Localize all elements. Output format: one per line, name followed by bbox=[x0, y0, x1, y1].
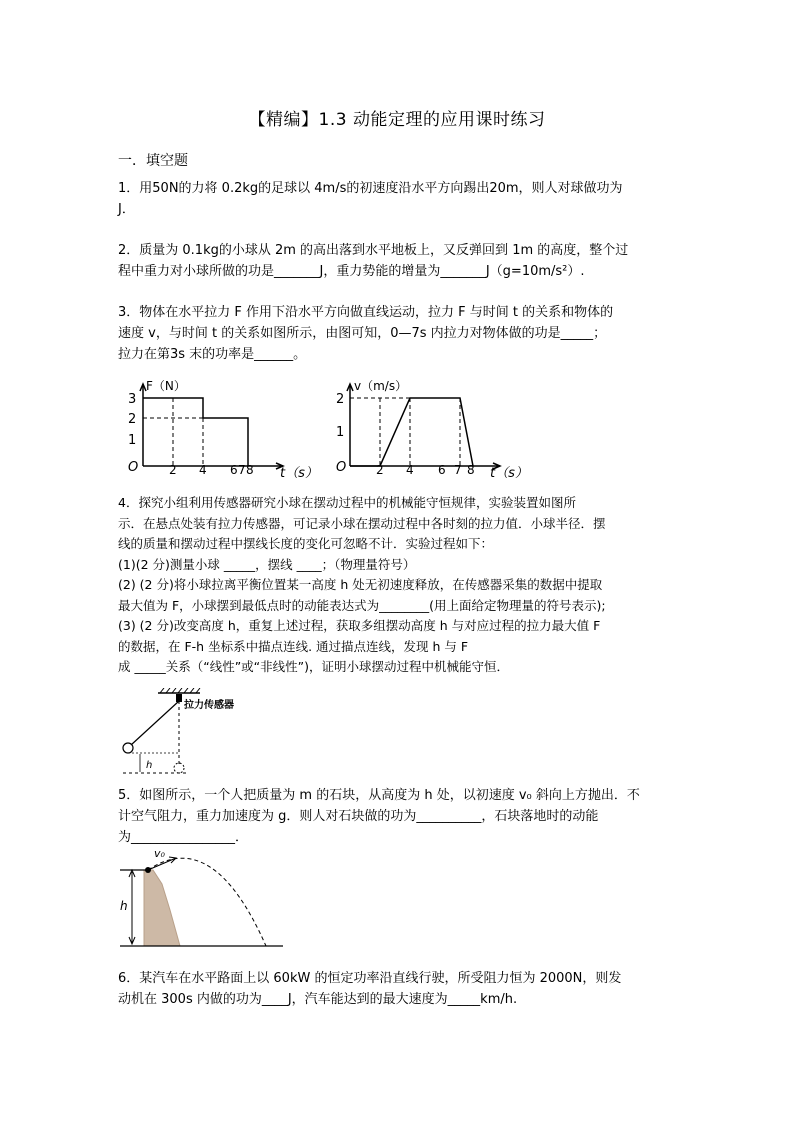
question-line: 计空气阻力，重力加速度为 g．则人对石块做的功为__________，石块落地时的动能 bbox=[118, 809, 599, 824]
question-line: 速度 v，与时间 t 的关系如图所示，由图可知，0—7s 内拉力对物体做的功是_____； bbox=[118, 326, 607, 341]
question-line: 程中重力对小球所做的功是_______J，重力势能的增量为_______J（g=10m/s²）. bbox=[118, 264, 585, 279]
question-line: 1．用50N的力将 0.2kg的足球以 4m/s的初速度沿水平方向踢出20m，则人对球做功为 bbox=[118, 181, 623, 196]
cliff bbox=[144, 870, 180, 946]
h-label: h bbox=[146, 760, 153, 771]
question-line: J． bbox=[118, 202, 135, 217]
question-2 bbox=[118, 240, 678, 282]
y-tick-label: 3 bbox=[128, 392, 137, 407]
question-line: 示．在悬点处装有拉力传感器，可记录小球在摆动过程中各时刻的拉力值．小球半径．摆 bbox=[118, 515, 606, 531]
velocity-curve bbox=[350, 398, 473, 466]
question-line: 为________________． bbox=[118, 830, 249, 845]
pendulum-string bbox=[131, 701, 179, 745]
question-1 bbox=[118, 178, 678, 220]
y-tick-label: 1 bbox=[128, 433, 137, 448]
question-line: 动机在 300s 内做的功为____J，汽车能达到的最大速度为_____km/h. bbox=[118, 992, 518, 1007]
x-tick-label: 7 bbox=[454, 463, 462, 477]
x-tick-label: 7 bbox=[238, 463, 246, 477]
x-tick-label: 4 bbox=[406, 463, 414, 477]
page-title: 【精编】1.3 动能定理的应用课时练习 bbox=[248, 110, 546, 130]
x-axis-label: t（s） bbox=[280, 466, 318, 478]
question-6 bbox=[118, 968, 698, 1010]
velocity-time-graph bbox=[330, 378, 535, 478]
question-line: 线的质量和摆动过程中摆线长度的变化可忽略不计．实验过程如下： bbox=[118, 536, 494, 551]
sensor-block bbox=[176, 694, 182, 702]
question-line: 最大值为 F，小球摆到最低点时的动能表达式为________(用上面给定物理量的符号表示); bbox=[118, 597, 606, 613]
pendulum-diagram bbox=[118, 688, 258, 778]
y-tick-label: 2 bbox=[336, 392, 345, 407]
question-line: 2．质量为 0.1kg的小球从 2m 的高出落到水平地板上，又反弹回到 1m 的高度，整个过 bbox=[118, 243, 629, 258]
question-4 bbox=[118, 493, 698, 678]
question-line: (1)(2 分)测量小球 _____，摆线 ____；（物理量符号） bbox=[118, 556, 416, 572]
question-line: 3．物体在水平拉力 F 作用下沿水平方向做直线运动，拉力 F 与时间 t 的关系和物体的 bbox=[118, 305, 614, 320]
question-line: 拉力在第3s 末的功率是______。 bbox=[118, 347, 307, 362]
pendulum-ball bbox=[123, 743, 133, 753]
question-line: 5．如图所示，一个人把质量为 m 的石块，从高度为 h 处，以初速度 v₀ 斜向上方抛出．不 bbox=[118, 788, 640, 803]
y-tick-label: 1 bbox=[336, 425, 345, 440]
y-axis-label: v（m/s） bbox=[354, 379, 408, 393]
x-axis-label: t（s） bbox=[490, 466, 528, 478]
section-heading: 一．填空题 bbox=[118, 153, 188, 169]
y-axis-label: F（N） bbox=[146, 379, 186, 393]
question-3 bbox=[118, 302, 678, 365]
force-curve bbox=[143, 398, 248, 466]
x-tick-label: 8 bbox=[246, 463, 254, 477]
x-tick-label: 6 bbox=[230, 463, 238, 477]
force-time-graph bbox=[118, 378, 328, 478]
question-5 bbox=[118, 785, 698, 848]
h-label: h bbox=[120, 899, 128, 913]
x-tick-label: 2 bbox=[376, 463, 384, 477]
sensor-label: 拉力传感器 bbox=[184, 700, 234, 711]
lowest-ball-outline bbox=[174, 763, 184, 773]
question-line: (3) (2 分)改变高度 h，重复上述过程，获取多组摆动高度 h 与对应过程的拉力最大值 F bbox=[118, 618, 601, 633]
v0-label: v₀ bbox=[154, 848, 165, 860]
x-tick-label: 8 bbox=[467, 463, 475, 477]
projectile-diagram bbox=[118, 848, 288, 950]
question-line: 4．探究小组利用传感器研究小球在摆动过程中的机械能守恒规律，实验装置如图所 bbox=[118, 495, 576, 510]
x-tick-label: 6 bbox=[438, 463, 446, 477]
question-line: 6．某汽车在水平路面上以 60kW 的恒定功率沿直线行驶，所受阻力恒为 2000N，则发 bbox=[118, 971, 622, 986]
origin-label: O bbox=[336, 460, 347, 475]
x-tick-label: 2 bbox=[169, 463, 177, 477]
x-tick-label: 4 bbox=[199, 463, 207, 477]
origin-label: O bbox=[128, 460, 139, 475]
question-line: 的数据，在 F-h 坐标系中描点连线. 通过描点连线，发现 h 与 F bbox=[118, 638, 469, 654]
question-line: 成 _____关系（“线性”或“非线性”)，证明小球摆动过程中机械能守恒． bbox=[118, 659, 510, 674]
y-tick-label: 2 bbox=[128, 412, 137, 427]
question-line: (2) (2 分)将小球拉离平衡位置某一高度 h 处无初速度释放，在传感器采集的数据中提取 bbox=[118, 577, 603, 592]
